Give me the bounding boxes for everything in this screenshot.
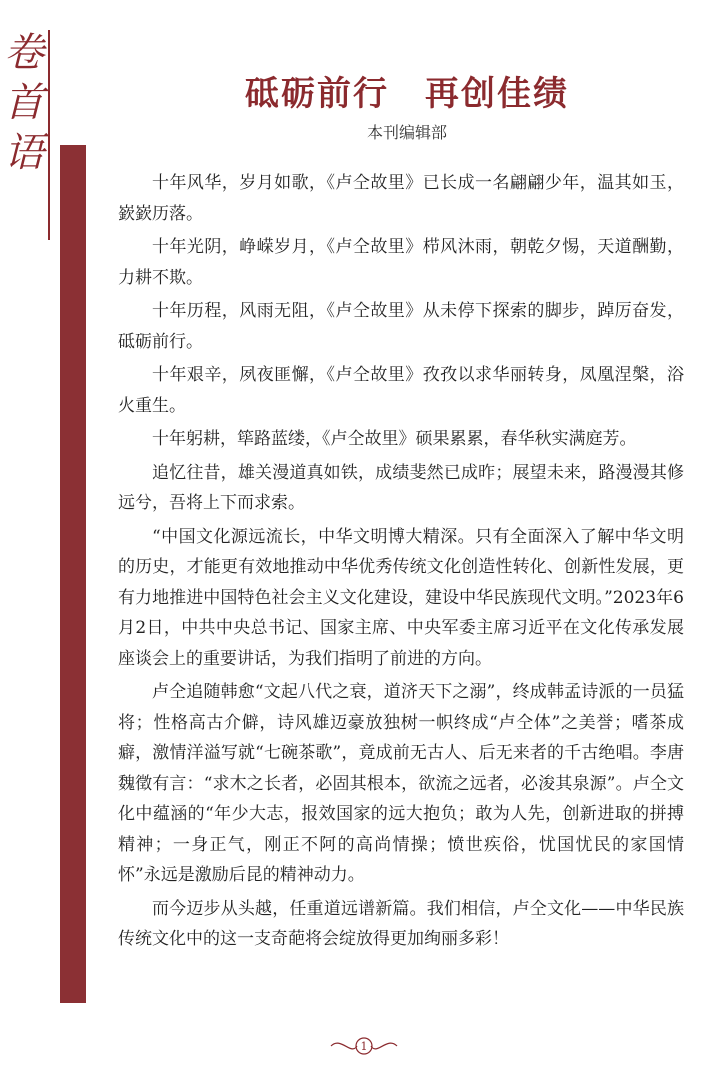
paragraph: 十年躬耕，筚路蓝缕，《卢仝故里》硕果累累，春华秋实满庭芳。	[152, 429, 637, 449]
paragraph: 十年艰辛，夙夜匪懈，《卢仝故里》孜孜以求华丽转身，凤凰涅槃，浴火重生。	[118, 365, 684, 416]
page-number: 1	[360, 1040, 368, 1053]
section-label-char: 首	[4, 80, 44, 126]
section-label-char: 卷	[4, 30, 44, 76]
article-body	[118, 168, 684, 958]
page-title: 砥砺前行 再创佳绩	[245, 74, 569, 114]
paragraph: 十年光阴，峥嵘岁月，《卢仝故里》栉风沐雨，朝乾夕惕，天道酬勤，力耕不欺。	[118, 237, 684, 288]
paragraph: 而今迈步从头越，任重道远谱新篇。我们相信，卢仝文化——中华民族传统文化中的这一支奇葩将会绽放得更加绚丽多彩！	[118, 898, 684, 949]
paragraph: 追忆往昔，雄关漫道真如铁，成绩斐然已成昨；展望未来，路漫漫其修远兮，吾将上下而求索。	[118, 462, 684, 513]
section-label-char: 语	[4, 130, 44, 176]
side-decor-bar	[60, 145, 86, 1003]
vertical-rule	[48, 30, 50, 240]
paragraph: “中国文化源远流长，中华文明博大精深。只有全面深入了解中华文明的历史，才能更有效地推动中华优秀传统文化创造性转化、创新性发展，更有力地推进中国特色社会主义文化建设，建设中华民族现代文明。”2023年6月2日，中共中央总书记、国家主席、中央军委主席习近平在文化传承发展座谈会上的重要讲话，为我们指明了前进的方向。	[118, 526, 684, 669]
paragraph: 十年历程，风雨无阻，《卢仝故里》从未停下探索的脚步，踔厉奋发，砥砺前行。	[118, 301, 684, 352]
paragraph: 卢仝追随韩愈“文起八代之衰，道济天下之溺”，终成韩孟诗派的一员猛将；性格高古介僻，诗风雄迈豪放独树一帜终成“卢仝体”之美誉；嗜茶成癖，激情洋溢写就“七碗茶歌”，竟成前无古人、后无来者的千古绝唱。李唐魏徵有言：“求木之长者，必固其根本，欲流之远者，必浚其泉源”。卢仝文化中蕴涵的“年少大志，报效国家的远大抱负；敢为人先，创新进取的拼搏精神；一身正气，刚正不阿的高尚情操；愤世疾俗，忧国忧民的家国情怀”永远是激励后昆的精神动力。	[118, 682, 684, 885]
byline: 本刊编辑部	[366, 123, 447, 142]
section-label	[4, 28, 44, 178]
paragraph: 十年风华，岁月如歌，《卢仝故里》已长成一名翩翩少年，温其如玉，嶔嶔历落。	[118, 173, 684, 224]
